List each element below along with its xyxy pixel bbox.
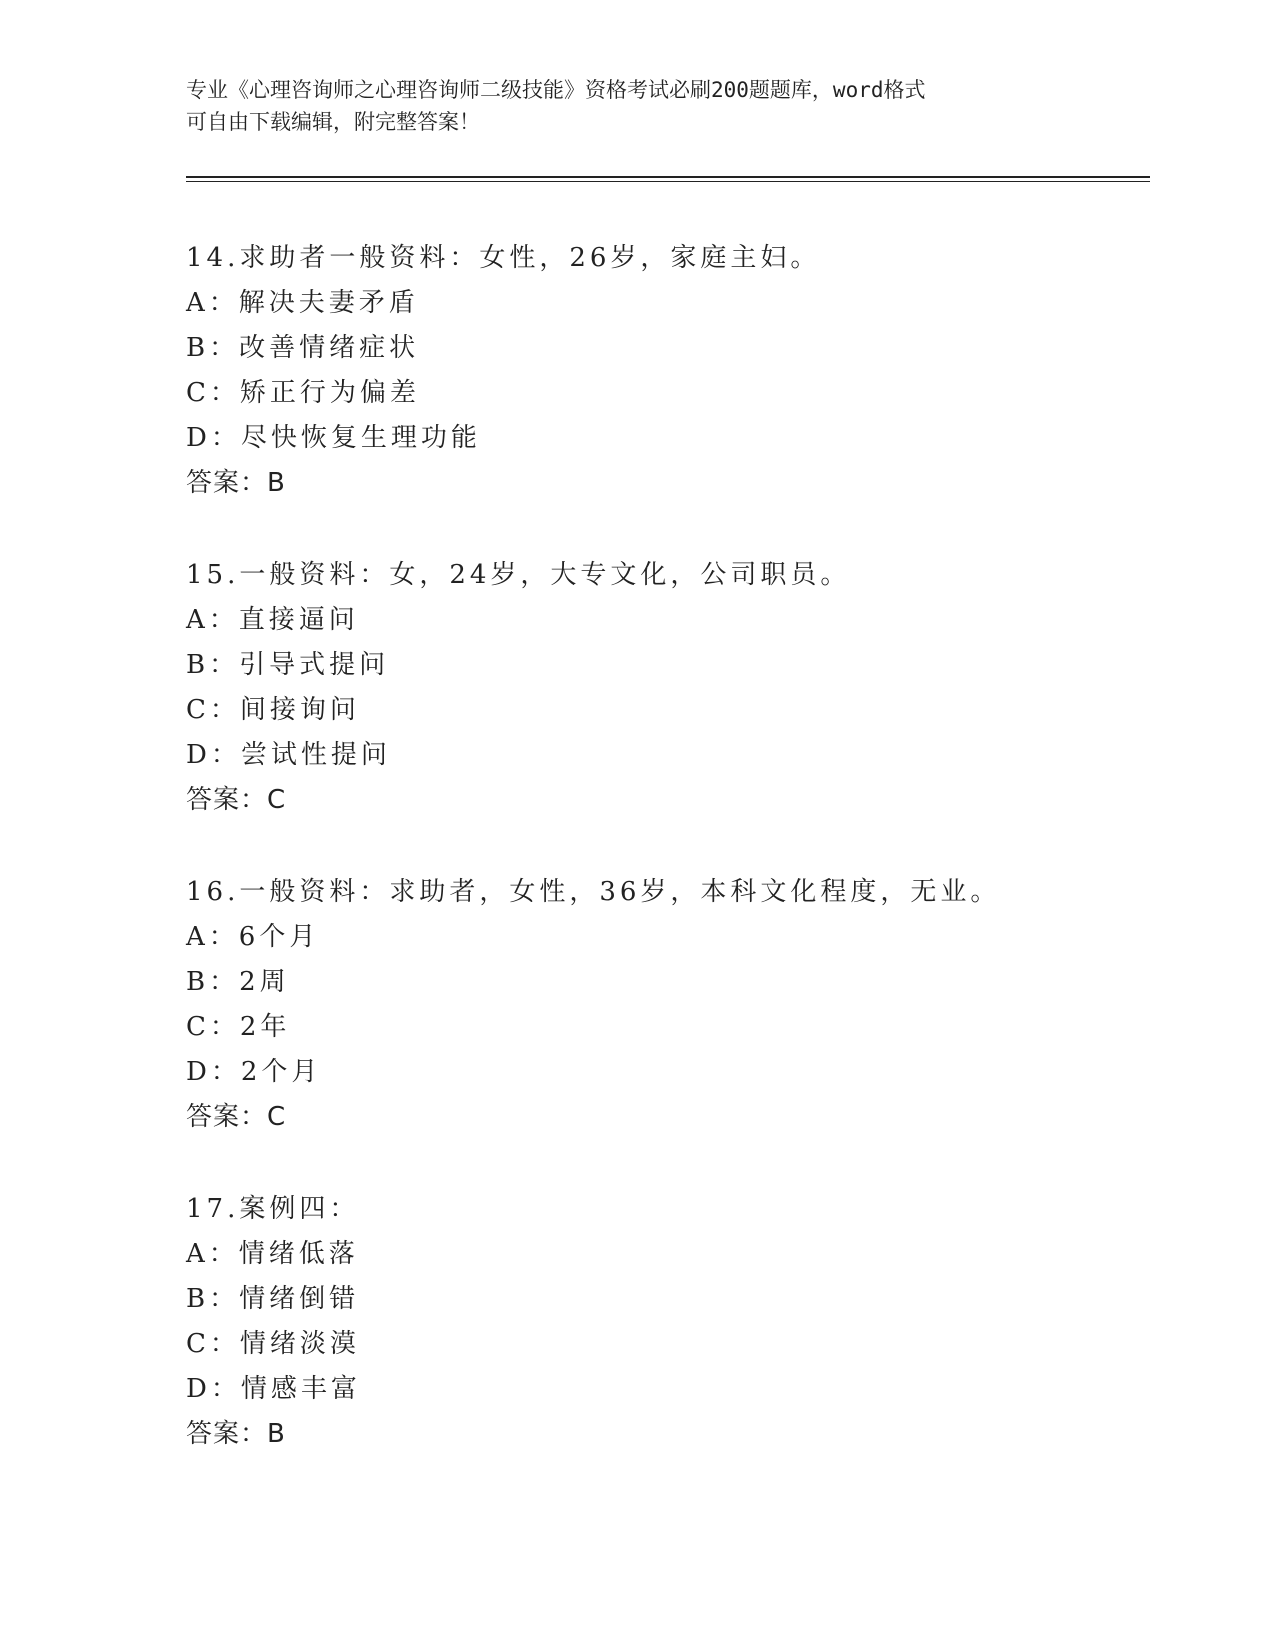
answer: 答案：B — [186, 1419, 286, 1449]
option-b: B：2周 — [186, 967, 290, 997]
option-c: C：矫正行为偏差 — [186, 378, 420, 408]
question-14 — [186, 236, 1146, 506]
option-d: D：尝试性提问 — [186, 740, 391, 770]
question-15 — [186, 553, 1146, 823]
option-d: D：情感丰富 — [186, 1374, 361, 1404]
option-b: B：改善情绪症状 — [186, 333, 420, 363]
question-stem: 16.一般资料：求助者，女性，36岁，本科文化程度，无业。 — [186, 877, 1001, 907]
question-stem: 17.案例四： — [186, 1194, 360, 1224]
option-b: B：情绪倒错 — [186, 1284, 360, 1314]
option-d: D：2个月 — [186, 1057, 322, 1087]
option-c: C：2年 — [186, 1012, 291, 1042]
option-d: D：尽快恢复生理功能 — [186, 423, 481, 453]
answer: 答案：C — [186, 1102, 287, 1132]
option-a: A：直接逼问 — [186, 605, 359, 635]
option-c: C：情绪淡漠 — [186, 1329, 360, 1359]
option-a: A：情绪低落 — [186, 1239, 359, 1269]
question-stem: 14.求助者一般资料：女性，26岁，家庭主妇。 — [186, 243, 821, 273]
option-a: A：解决夫妻矛盾 — [186, 288, 419, 318]
option-b: B：引导式提问 — [186, 650, 390, 680]
header-rule-top — [186, 176, 1150, 178]
question-16 — [186, 870, 1146, 1140]
header-line-1: 专业《心理咨询师之心理咨询师二级技能》资格考试必刷200题题库，word格式 — [186, 78, 926, 102]
option-c: C：间接询问 — [186, 695, 360, 725]
question-list — [186, 236, 1146, 1504]
question-stem: 15.一般资料：女，24岁，大专文化，公司职员。 — [186, 560, 851, 590]
option-a: A：6个月 — [186, 922, 320, 952]
answer: 答案：C — [186, 785, 287, 815]
answer: 答案：B — [186, 468, 286, 498]
header-line-2: 可自由下载编辑，附完整答案！ — [186, 110, 480, 134]
question-17 — [186, 1187, 1146, 1457]
document-header — [186, 74, 1086, 138]
header-rule-bottom — [186, 181, 1150, 182]
